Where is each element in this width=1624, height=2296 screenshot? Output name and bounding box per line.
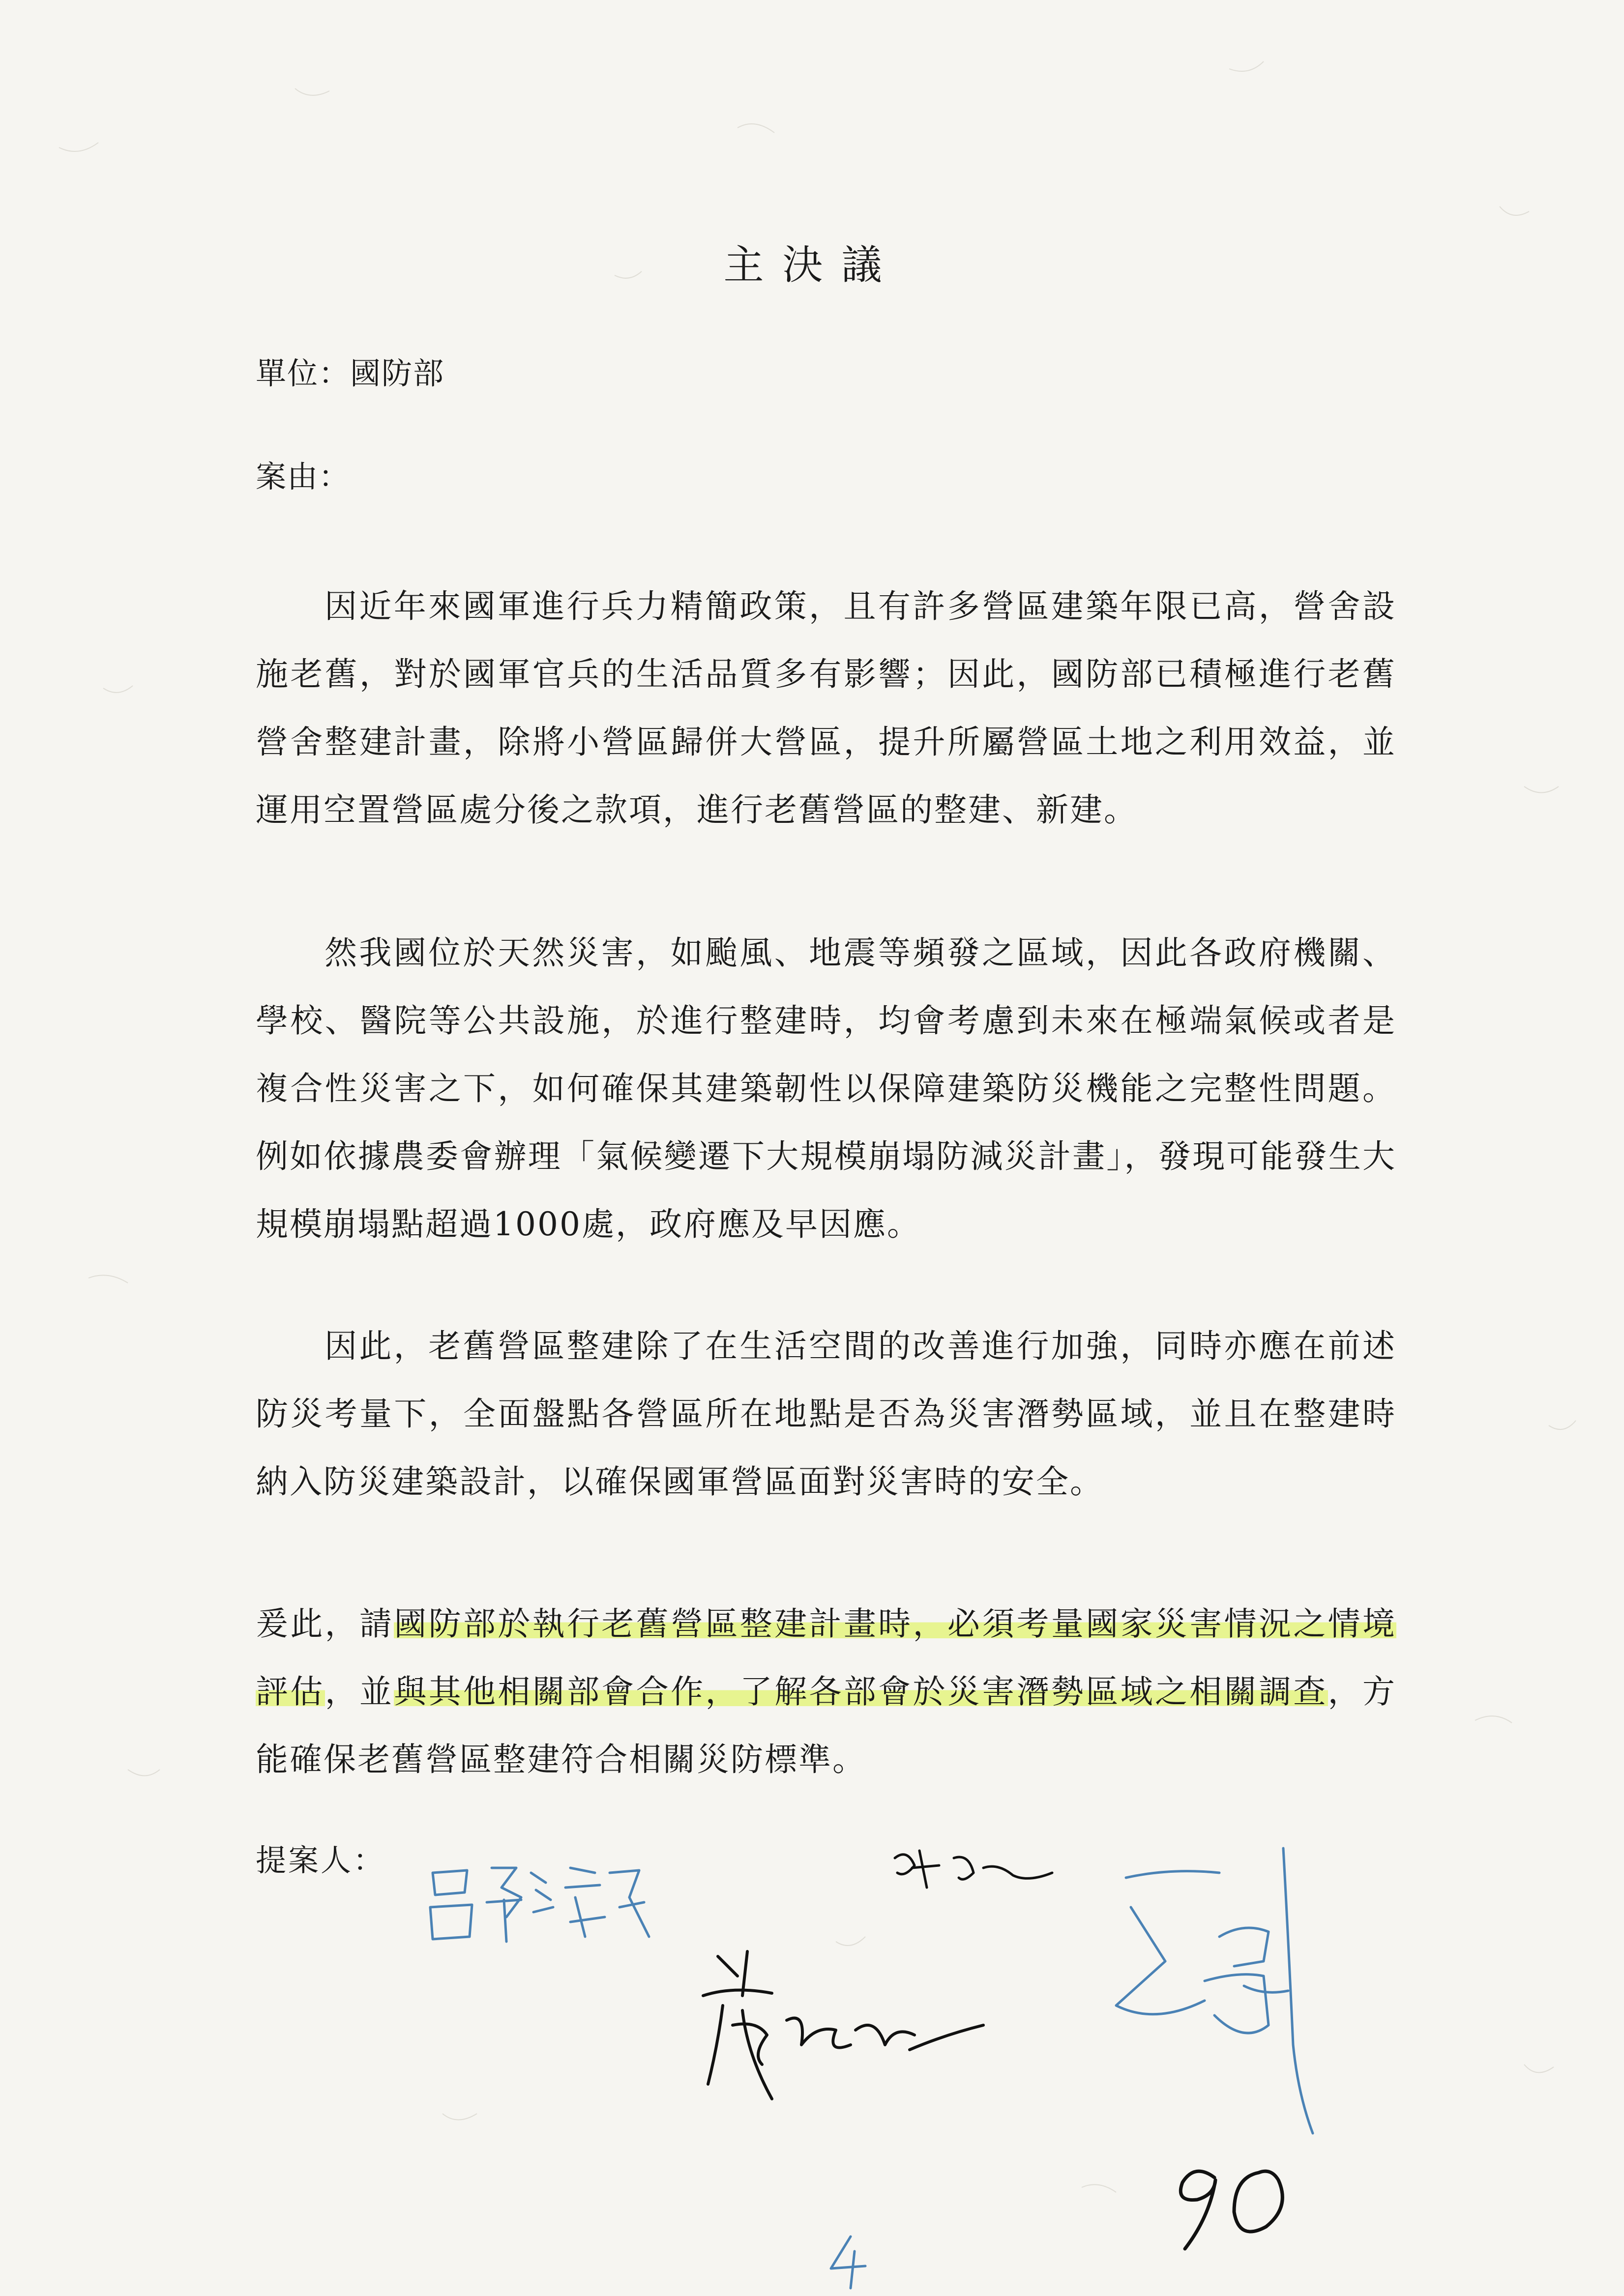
signature-blue-4	[1057, 1838, 1342, 2143]
page-number-mark	[816, 2232, 875, 2291]
paragraph-4-middle: ，並	[325, 1673, 394, 1711]
paragraph-4-lead: 爰此，請	[256, 1605, 394, 1643]
highlighted-text-2: 與其他相關部會合作，了解各部會於災害潛勢區域之相關調查	[394, 1673, 1328, 1711]
paragraph-4	[256, 1590, 1396, 1794]
proposer-label: 提案人：	[256, 1842, 386, 1878]
page-title: 主決議	[723, 242, 901, 289]
signature-black-2	[885, 1838, 1062, 1907]
signature-black-3	[688, 1937, 993, 2123]
unit-line: 單位：國防部	[256, 355, 445, 391]
highlighted-text-1: 國防部於執行老舊營區整建計畫時，必須考量國家災害情況之情境評估	[256, 1605, 1396, 1711]
annotation-number-mark	[1160, 2153, 1308, 2256]
paragraph-1: 因近年來國軍進行兵力精簡政策，且有許多營區建築年限已高，營舍設施老舊，對於國軍官兵的生活品質多有影響；因此，國防部已積極進行老舊營舍整建計畫，除將小營區歸併大營區，提升所屬營區土地之利用效益，並運用空置營區處分後之款項，進行老舊營區的整建、新建。	[256, 587, 1396, 829]
paragraph-4-tail: ，方能確保老舊營區整建符合相關災防標準。	[256, 1673, 1396, 1778]
paragraph-2: 然我國位於天然災害，如颱風、地震等頻發之區域，因此各政府機關、學校、醫院等公共設施，於進行整建時，均會考慮到未來在極端氣候或者是複合性災害之下，如何確保其建築韌性以保障建築防災機能之完整性問題。例如依據農委會辦理「氣候變遷下大規模崩塌防減災計畫」，發現可能發生大規模崩塌點超過1000處，政府應及早因應。	[256, 934, 1396, 1243]
paragraph-3: 因此，老舊營區整建除了在生活空間的改善進行加強，同時亦應在前述防災考量下，全面盤點各營區所在地點是否為災害潛勢區域，並且在整建時納入防災建築設計，以確保國軍營區面對災害時的安全。	[256, 1327, 1396, 1501]
reason-label: 案由：	[256, 459, 351, 494]
signature-blue-1	[423, 1853, 659, 1951]
